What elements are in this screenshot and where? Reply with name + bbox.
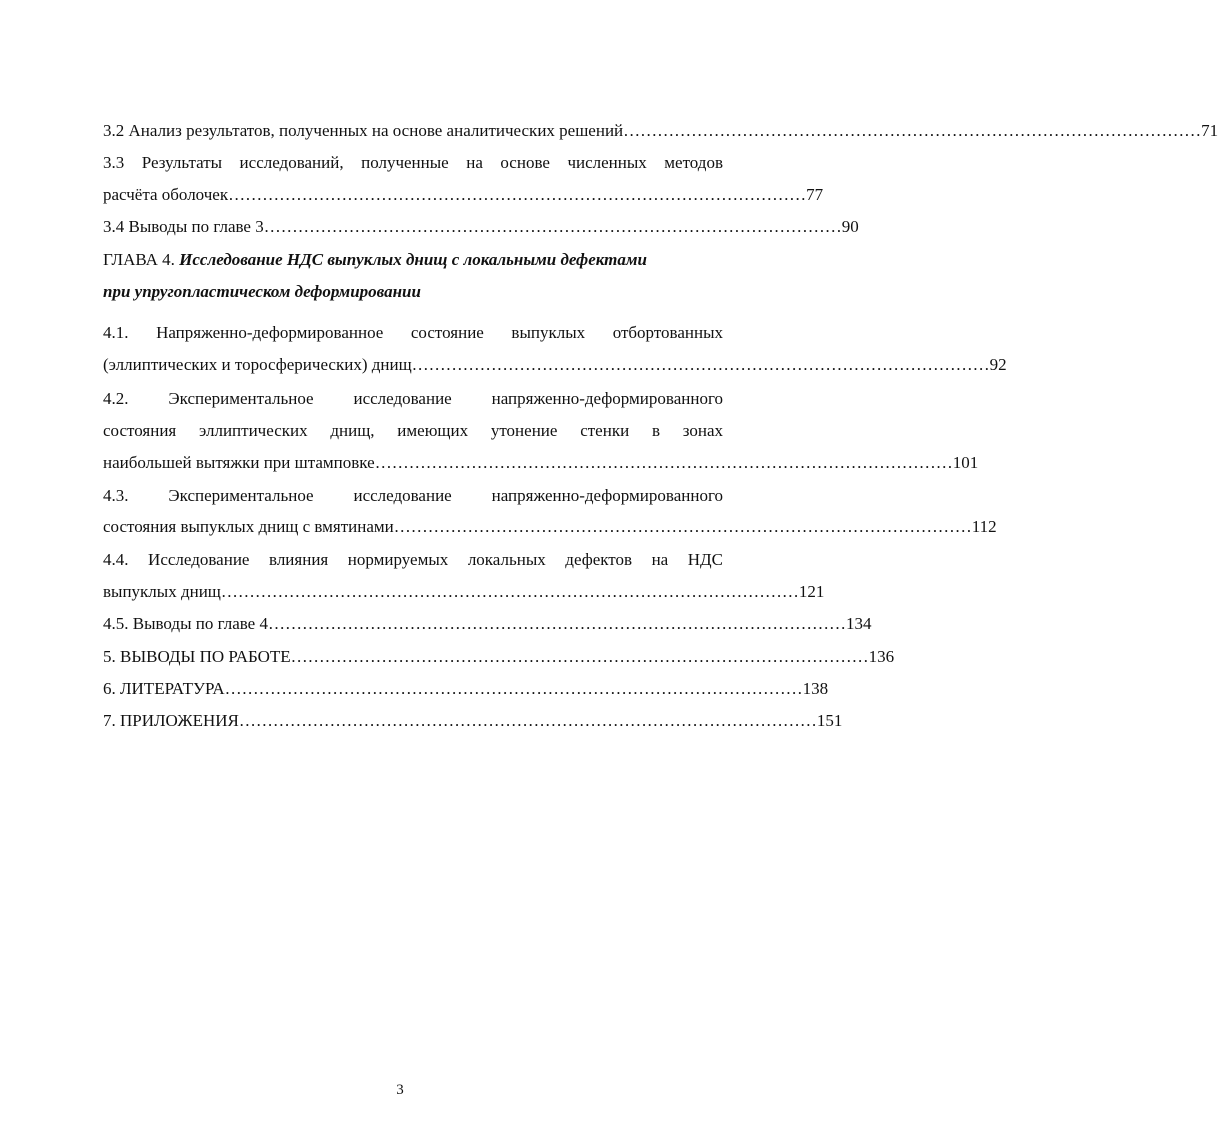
toc-entry-text: выпуклых днищ <box>103 582 221 601</box>
toc-page-number: 112 <box>971 517 997 536</box>
toc-page-number: 92 <box>989 355 1007 374</box>
dot-leader: ………………………………………………………………………………………… <box>393 517 972 536</box>
dot-leader: ………………………………………………………………………………………… <box>290 647 869 666</box>
toc-entry-4-2-line1: 4.2. Экспериментальное исследование напряженно-деформированного <box>103 389 723 408</box>
page-number: 3 <box>396 1082 404 1098</box>
dot-leader: ………………………………………………………………………………………… <box>263 217 842 236</box>
chapter-title-continued: при упругопластическом деформировании <box>103 282 421 301</box>
toc-entry-text: 3.2 Анализ результатов, полученных на основе аналитических решений <box>103 121 624 140</box>
dot-leader: ………………………………………………………………………………………… <box>220 582 799 601</box>
dot-leader: ………………………………………………………………………………………… <box>224 679 803 698</box>
toc-entry-text: 4.5. Выводы по главе 4 <box>103 614 268 633</box>
toc-entry-3-2 <box>103 120 1218 142</box>
toc-entry-4-5 <box>103 613 872 635</box>
toc-entry-text: 5. ВЫВОДЫ ПО РАБОТЕ <box>103 647 291 666</box>
toc-page-number: 90 <box>841 217 859 236</box>
dot-leader: ………………………………………………………………………………………… <box>374 453 953 472</box>
toc-entry-text: (эллиптических и торосферических) днищ <box>103 355 412 374</box>
toc-entry-text: состояния выпуклых днищ с вмятинами <box>103 517 394 536</box>
toc-entry-text: расчёта оболочек <box>103 185 229 204</box>
toc-page-number: 138 <box>802 679 829 698</box>
toc-entry-5 <box>103 646 895 668</box>
toc-entry-4-4 <box>103 581 825 603</box>
toc-page-number: 121 <box>798 582 825 601</box>
toc-entry-text: 3.4 Выводы по главе 3 <box>103 217 264 236</box>
toc-entry-4-2 <box>103 452 979 474</box>
toc-entry-7 <box>103 710 843 732</box>
chapter-4-heading <box>103 249 723 271</box>
toc-page-number: 134 <box>845 614 872 633</box>
toc-entry-3-4 <box>103 216 859 238</box>
toc-entry-4-1 <box>103 354 1007 376</box>
toc-entry-4-1-line1: 4.1. Напряженно-деформированное состояние выпуклых отбортованных <box>103 323 723 342</box>
toc-page-number: 151 <box>816 711 843 730</box>
toc-entry-4-3 <box>103 516 997 538</box>
dot-leader: ………………………………………………………………………………………… <box>623 121 1202 140</box>
dot-leader: ………………………………………………………………………………………… <box>267 614 846 633</box>
toc-entry-text: 7. ПРИЛОЖЕНИЯ <box>103 711 239 730</box>
toc-entry-6 <box>103 678 829 700</box>
toc-entry-text: 6. ЛИТЕРАТУРА <box>103 679 225 698</box>
dot-leader: ………………………………………………………………………………………… <box>411 355 990 374</box>
toc-page-number: 101 <box>952 453 979 472</box>
dot-leader: ………………………………………………………………………………………… <box>238 711 817 730</box>
toc-page-number: 71 <box>1201 121 1218 140</box>
toc-page-number: 77 <box>806 185 824 204</box>
toc-entry-4-3-line1: 4.3. Экспериментальное исследование напряженно-деформированного <box>103 486 723 505</box>
toc-entry-4-4-line1: 4.4. Исследование влияния нормируемых локальных дефектов на НДС <box>103 550 723 569</box>
chapter-title: Исследование НДС выпуклых днищ с локальными дефектами <box>179 250 647 269</box>
dot-leader: ………………………………………………………………………………………… <box>228 185 807 204</box>
toc-entry-4-2-line2: состояния эллиптических днищ, имеющих утонение стенки в зонах <box>103 421 723 440</box>
chapter-label: ГЛАВА 4. <box>103 250 175 269</box>
toc-entry-text: наибольшей вытяжки при штамповке <box>103 453 375 472</box>
toc-entry-3-3 <box>103 184 824 206</box>
toc-entry-3-3-line1: 3.3 Результаты исследований, полученные на основе численных методов <box>103 153 723 172</box>
toc-page-number: 136 <box>868 647 895 666</box>
